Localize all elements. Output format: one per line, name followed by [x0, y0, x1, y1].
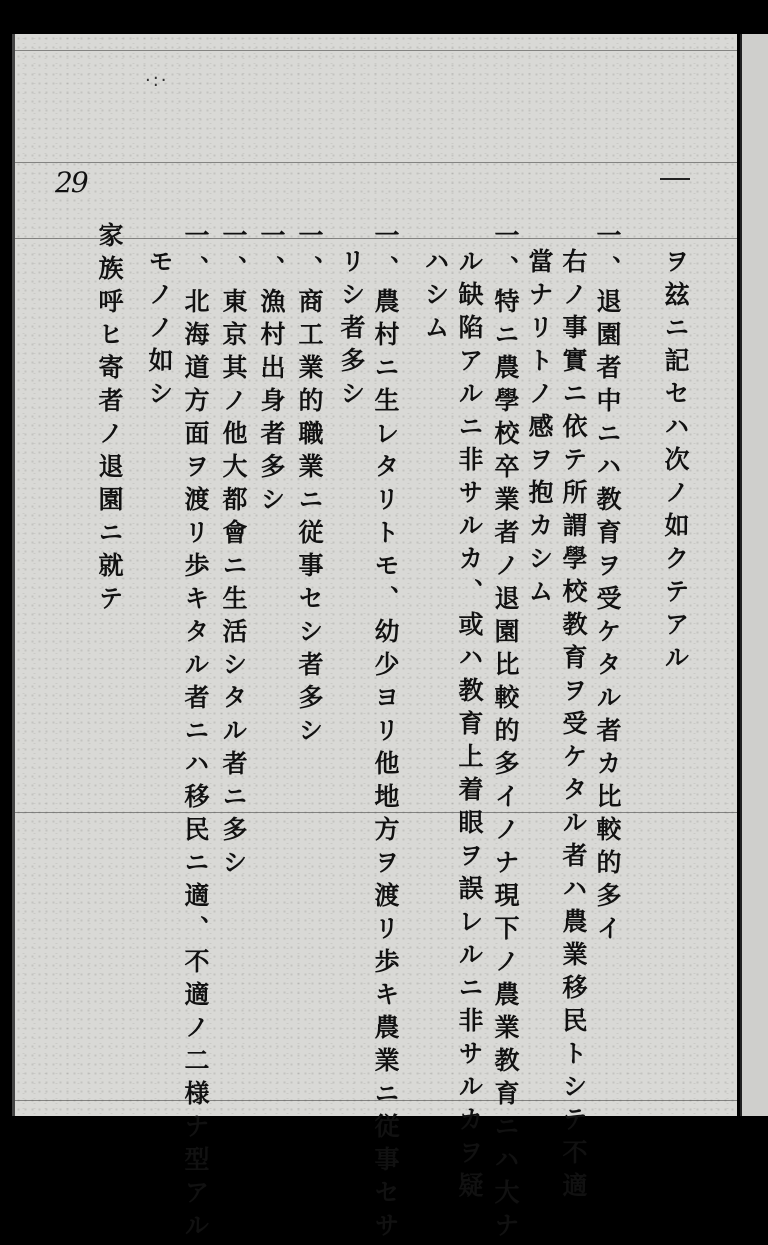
text-column-4: 當ナリトノ感ヲ抱カシム: [525, 248, 554, 611]
text-column-8: 一、農村ニ生レタリトモ、幼少ヨリ他地方ヲ渡リ歩キ農業ニ従事セサ: [371, 222, 400, 1245]
text-column-11: 一、漁村出身者多シ: [257, 222, 286, 519]
text-column-5: 一、特ニ農學校卒業者ノ退園比較的多イノナ現下ノ農業教育ニハ大ナ: [491, 222, 520, 1245]
text-column-10: 一、商工業的職業ニ従事セシ者多シ: [295, 222, 324, 750]
page-number: 29: [55, 166, 87, 199]
text-column-14: モノノ如シ: [145, 248, 174, 413]
section-heading: 家族呼ヒ寄者ノ退園ニ就テ: [95, 222, 124, 618]
text-column-6: ル缺陷アルニ非サルカ、或ハ教育上着眼ヲ誤レルニ非サルカヲ疑: [455, 248, 484, 1205]
text-column-3: 右ノ事實ニ依テ所謂學校教育ヲ受ケタル者ハ農業移民トシテ不適: [559, 248, 588, 1205]
adjacent-page-edge: [740, 34, 768, 1116]
margin-dash: [660, 178, 690, 180]
text-column-1: ヲ玆ニ記セハ次ノ如クテアル: [661, 248, 690, 677]
text-column-9: リシ者多シ: [337, 248, 366, 413]
text-column-12: 一、東京其ノ他大都會ニ生活シタル者ニ多シ: [219, 222, 248, 882]
text-column-13: 一、北海道方面ヲ渡リ歩キタル者ニハ移民ニ適、不適ノ二様ナ型アル: [181, 222, 210, 1245]
rule-line: [15, 50, 737, 51]
smudge-dots: ·:·: [145, 70, 169, 91]
rule-line: [15, 162, 737, 163]
text-column-2: 一、退園者中ニハ教育ヲ受ケタル者カ比較的多イ: [593, 222, 622, 948]
text-column-7: ハシム: [421, 248, 450, 347]
